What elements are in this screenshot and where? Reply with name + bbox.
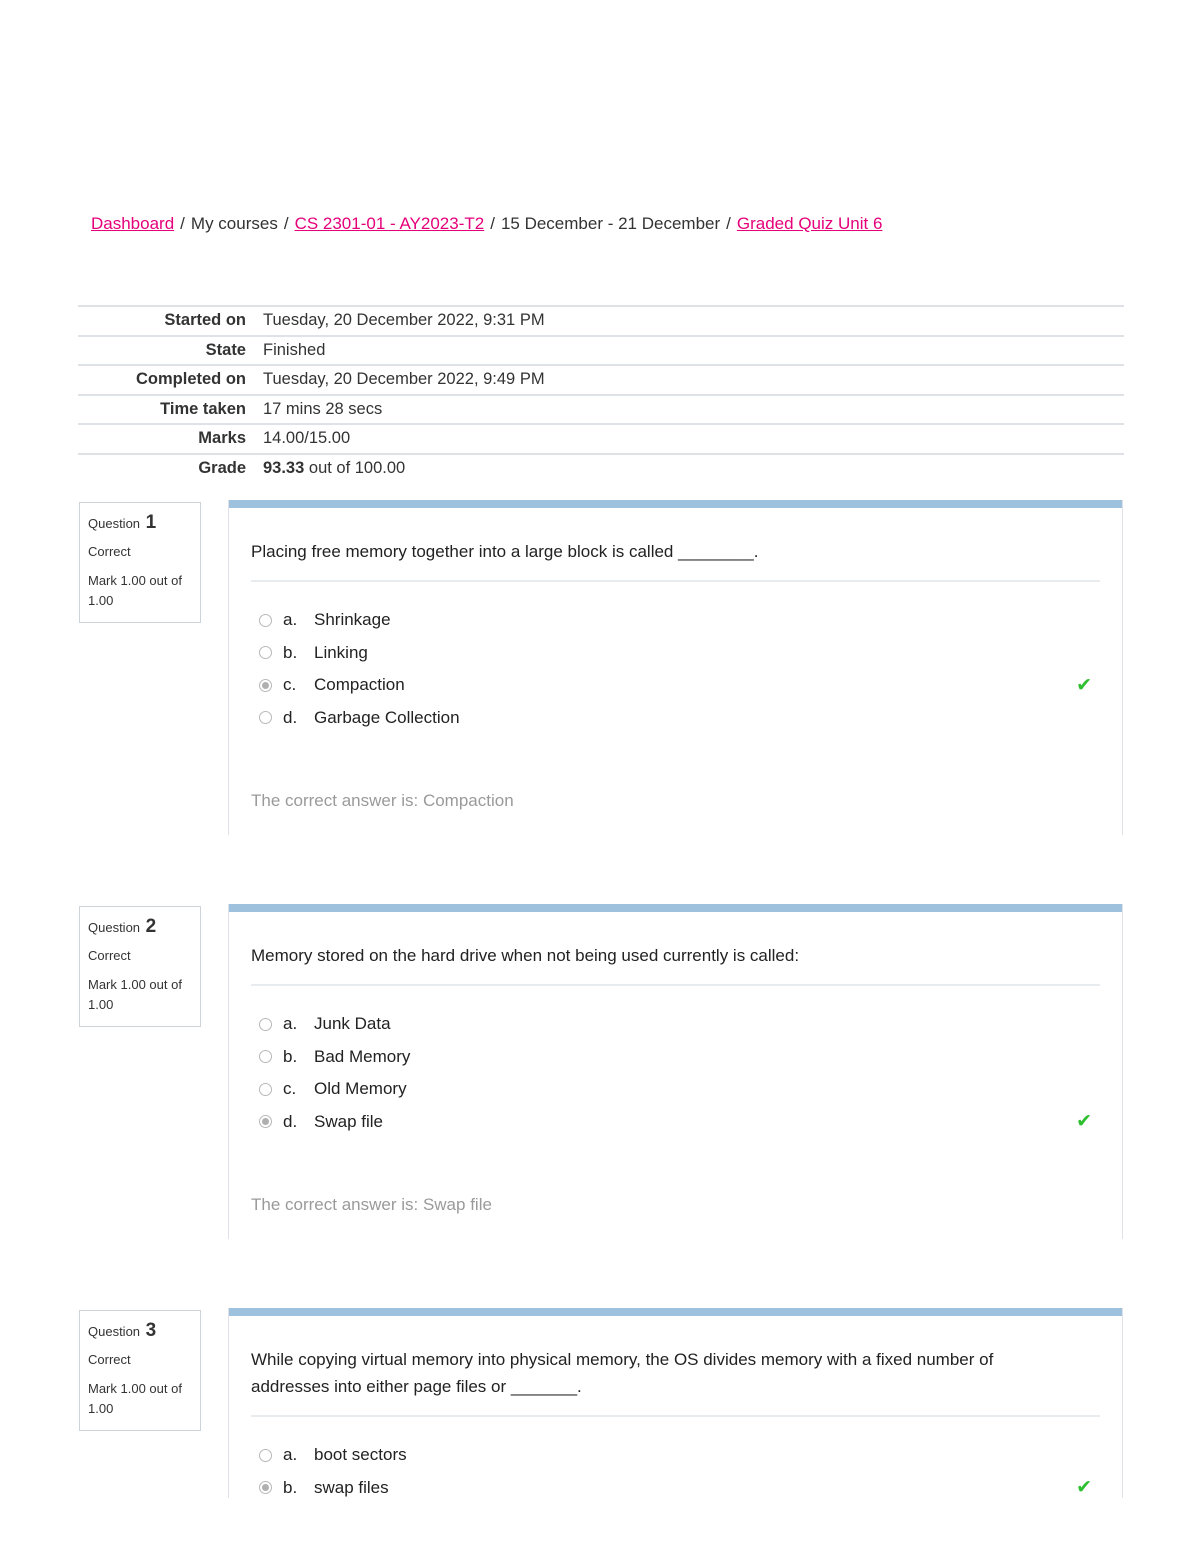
breadcrumb <box>91 214 882 234</box>
question-label: Question <box>88 516 141 531</box>
option-text: boot sectors <box>314 1445 407 1465</box>
correct-answer-feedback: The correct answer is: Compaction <box>229 767 1122 836</box>
state-label: State <box>205 340 246 359</box>
question-box-3 <box>228 1308 1123 1498</box>
question-info-3 <box>79 1310 201 1431</box>
radio-icon[interactable] <box>259 711 272 724</box>
question-top-bar <box>229 500 1122 508</box>
question-box-1 <box>228 500 1123 835</box>
question-label: Question <box>88 920 141 935</box>
option-text: Shrinkage <box>314 610 391 630</box>
answer-option[interactable] <box>259 702 1122 735</box>
question-number-value: 2 <box>145 916 157 937</box>
breadcrumb-separator: / <box>283 214 289 233</box>
answer-option-selected[interactable] <box>259 669 1122 702</box>
radio-icon[interactable] <box>259 1083 272 1096</box>
question-state: Correct <box>88 1352 131 1367</box>
breadcrumb-week: 15 December - 21 December <box>500 214 721 233</box>
question-label: Question <box>88 1324 141 1339</box>
option-letter: a. <box>283 610 298 630</box>
option-letter: d. <box>283 1111 298 1131</box>
option-text: Swap file <box>314 1111 383 1131</box>
time-label: Time taken <box>160 399 246 418</box>
question-number <box>88 512 192 534</box>
question-text: Memory stored on the hard drive when not being used currently is called: <box>251 946 800 965</box>
radio-icon[interactable] <box>259 1050 272 1063</box>
answer-option-selected[interactable] <box>259 1472 1122 1499</box>
question-number-value: 1 <box>145 512 157 533</box>
summary-row-marks <box>78 423 1124 453</box>
question-top-bar <box>229 1308 1122 1316</box>
breadcrumb-separator: / <box>180 214 185 233</box>
started-label: Started on <box>164 311 246 330</box>
option-letter: b. <box>283 1046 298 1066</box>
option-text: Compaction <box>314 675 405 695</box>
answer-option[interactable] <box>259 604 1122 637</box>
answer-option-selected[interactable] <box>259 1106 1122 1139</box>
answer-list <box>229 1417 1122 1498</box>
breadcrumb-course-link[interactable]: CS 2301-01 - AY2023-T2 <box>294 214 485 233</box>
summary-row-grade <box>78 453 1124 483</box>
answer-option[interactable] <box>259 637 1122 670</box>
answer-option[interactable] <box>259 1041 1122 1074</box>
option-letter: b. <box>283 642 298 662</box>
option-letter: d. <box>283 707 298 727</box>
radio-checked-icon[interactable] <box>259 679 272 692</box>
breadcrumb-quiz-link[interactable]: Graded Quiz Unit 6 <box>736 214 883 233</box>
check-icon: ✔ <box>1076 674 1092 696</box>
question-mark: Mark 1.00 out of 1.00 <box>88 977 182 1012</box>
option-text: Junk Data <box>314 1014 391 1034</box>
grade-suffix: out of 100.00 <box>308 458 406 477</box>
option-text: swap files <box>314 1477 389 1497</box>
question-number-value: 3 <box>145 1320 157 1341</box>
time-value: 17 mins 28 secs <box>263 399 383 418</box>
breadcrumb-separator: / <box>490 214 495 233</box>
summary-row-completed <box>78 364 1124 394</box>
grade-value-wrap <box>246 459 405 478</box>
question-text: While copying virtual memory into physical memory, the OS divides memory with a fixed number of addresses into either page files or _______. <box>251 1350 994 1396</box>
grade-label: Grade <box>198 458 246 477</box>
answer-list <box>229 582 1122 734</box>
option-letter: c. <box>283 1079 297 1099</box>
completed-value: Tuesday, 20 December 2022, 9:49 PM <box>263 370 545 389</box>
answer-list <box>229 986 1122 1138</box>
question-number <box>88 916 192 938</box>
answer-option[interactable] <box>259 1439 1122 1472</box>
radio-checked-icon[interactable] <box>259 1115 272 1128</box>
started-value: Tuesday, 20 December 2022, 9:31 PM <box>263 311 545 330</box>
radio-icon[interactable] <box>259 1018 272 1031</box>
question-mark: Mark 1.00 out of 1.00 <box>88 1381 182 1416</box>
question-state: Correct <box>88 544 131 559</box>
question-state: Correct <box>88 948 131 963</box>
option-text: Old Memory <box>314 1079 407 1099</box>
breadcrumb-separator: / <box>726 214 731 233</box>
summary-row-state <box>78 335 1124 365</box>
answer-option[interactable] <box>259 1008 1122 1041</box>
summary-row-started <box>78 305 1124 335</box>
marks-value: 14.00/15.00 <box>263 429 351 448</box>
question-mark: Mark 1.00 out of 1.00 <box>88 573 182 608</box>
marks-label: Marks <box>198 429 246 448</box>
completed-label: Completed on <box>136 370 246 389</box>
question-info-1 <box>79 502 201 623</box>
option-letter: a. <box>283 1014 298 1034</box>
radio-icon[interactable] <box>259 1449 272 1462</box>
breadcrumb-my-courses: My courses <box>190 214 278 233</box>
summary-row-time <box>78 394 1124 424</box>
state-value: Finished <box>263 340 326 359</box>
check-icon: ✔ <box>1076 1111 1092 1133</box>
option-letter: c. <box>283 675 297 695</box>
question-number <box>88 1320 192 1342</box>
check-icon: ✔ <box>1076 1477 1092 1498</box>
option-letter: a. <box>283 1445 298 1465</box>
question-info-2 <box>79 906 201 1027</box>
question-box-2 <box>228 904 1123 1239</box>
option-text: Garbage Collection <box>314 707 460 727</box>
radio-icon[interactable] <box>259 614 272 627</box>
breadcrumb-dashboard-link[interactable]: Dashboard <box>91 214 175 233</box>
grade-value: 93.33 <box>263 458 305 477</box>
correct-answer-feedback: The correct answer is: Swap file <box>229 1171 1122 1240</box>
radio-icon[interactable] <box>259 646 272 659</box>
question-top-bar <box>229 904 1122 912</box>
radio-checked-icon[interactable] <box>259 1481 272 1494</box>
question-text: Placing free memory together into a large block is called ________. <box>251 542 759 561</box>
attempt-summary-table <box>78 305 1124 482</box>
answer-option[interactable] <box>259 1073 1122 1106</box>
option-text: Linking <box>314 642 368 662</box>
option-text: Bad Memory <box>314 1046 411 1066</box>
option-letter: b. <box>283 1477 298 1497</box>
